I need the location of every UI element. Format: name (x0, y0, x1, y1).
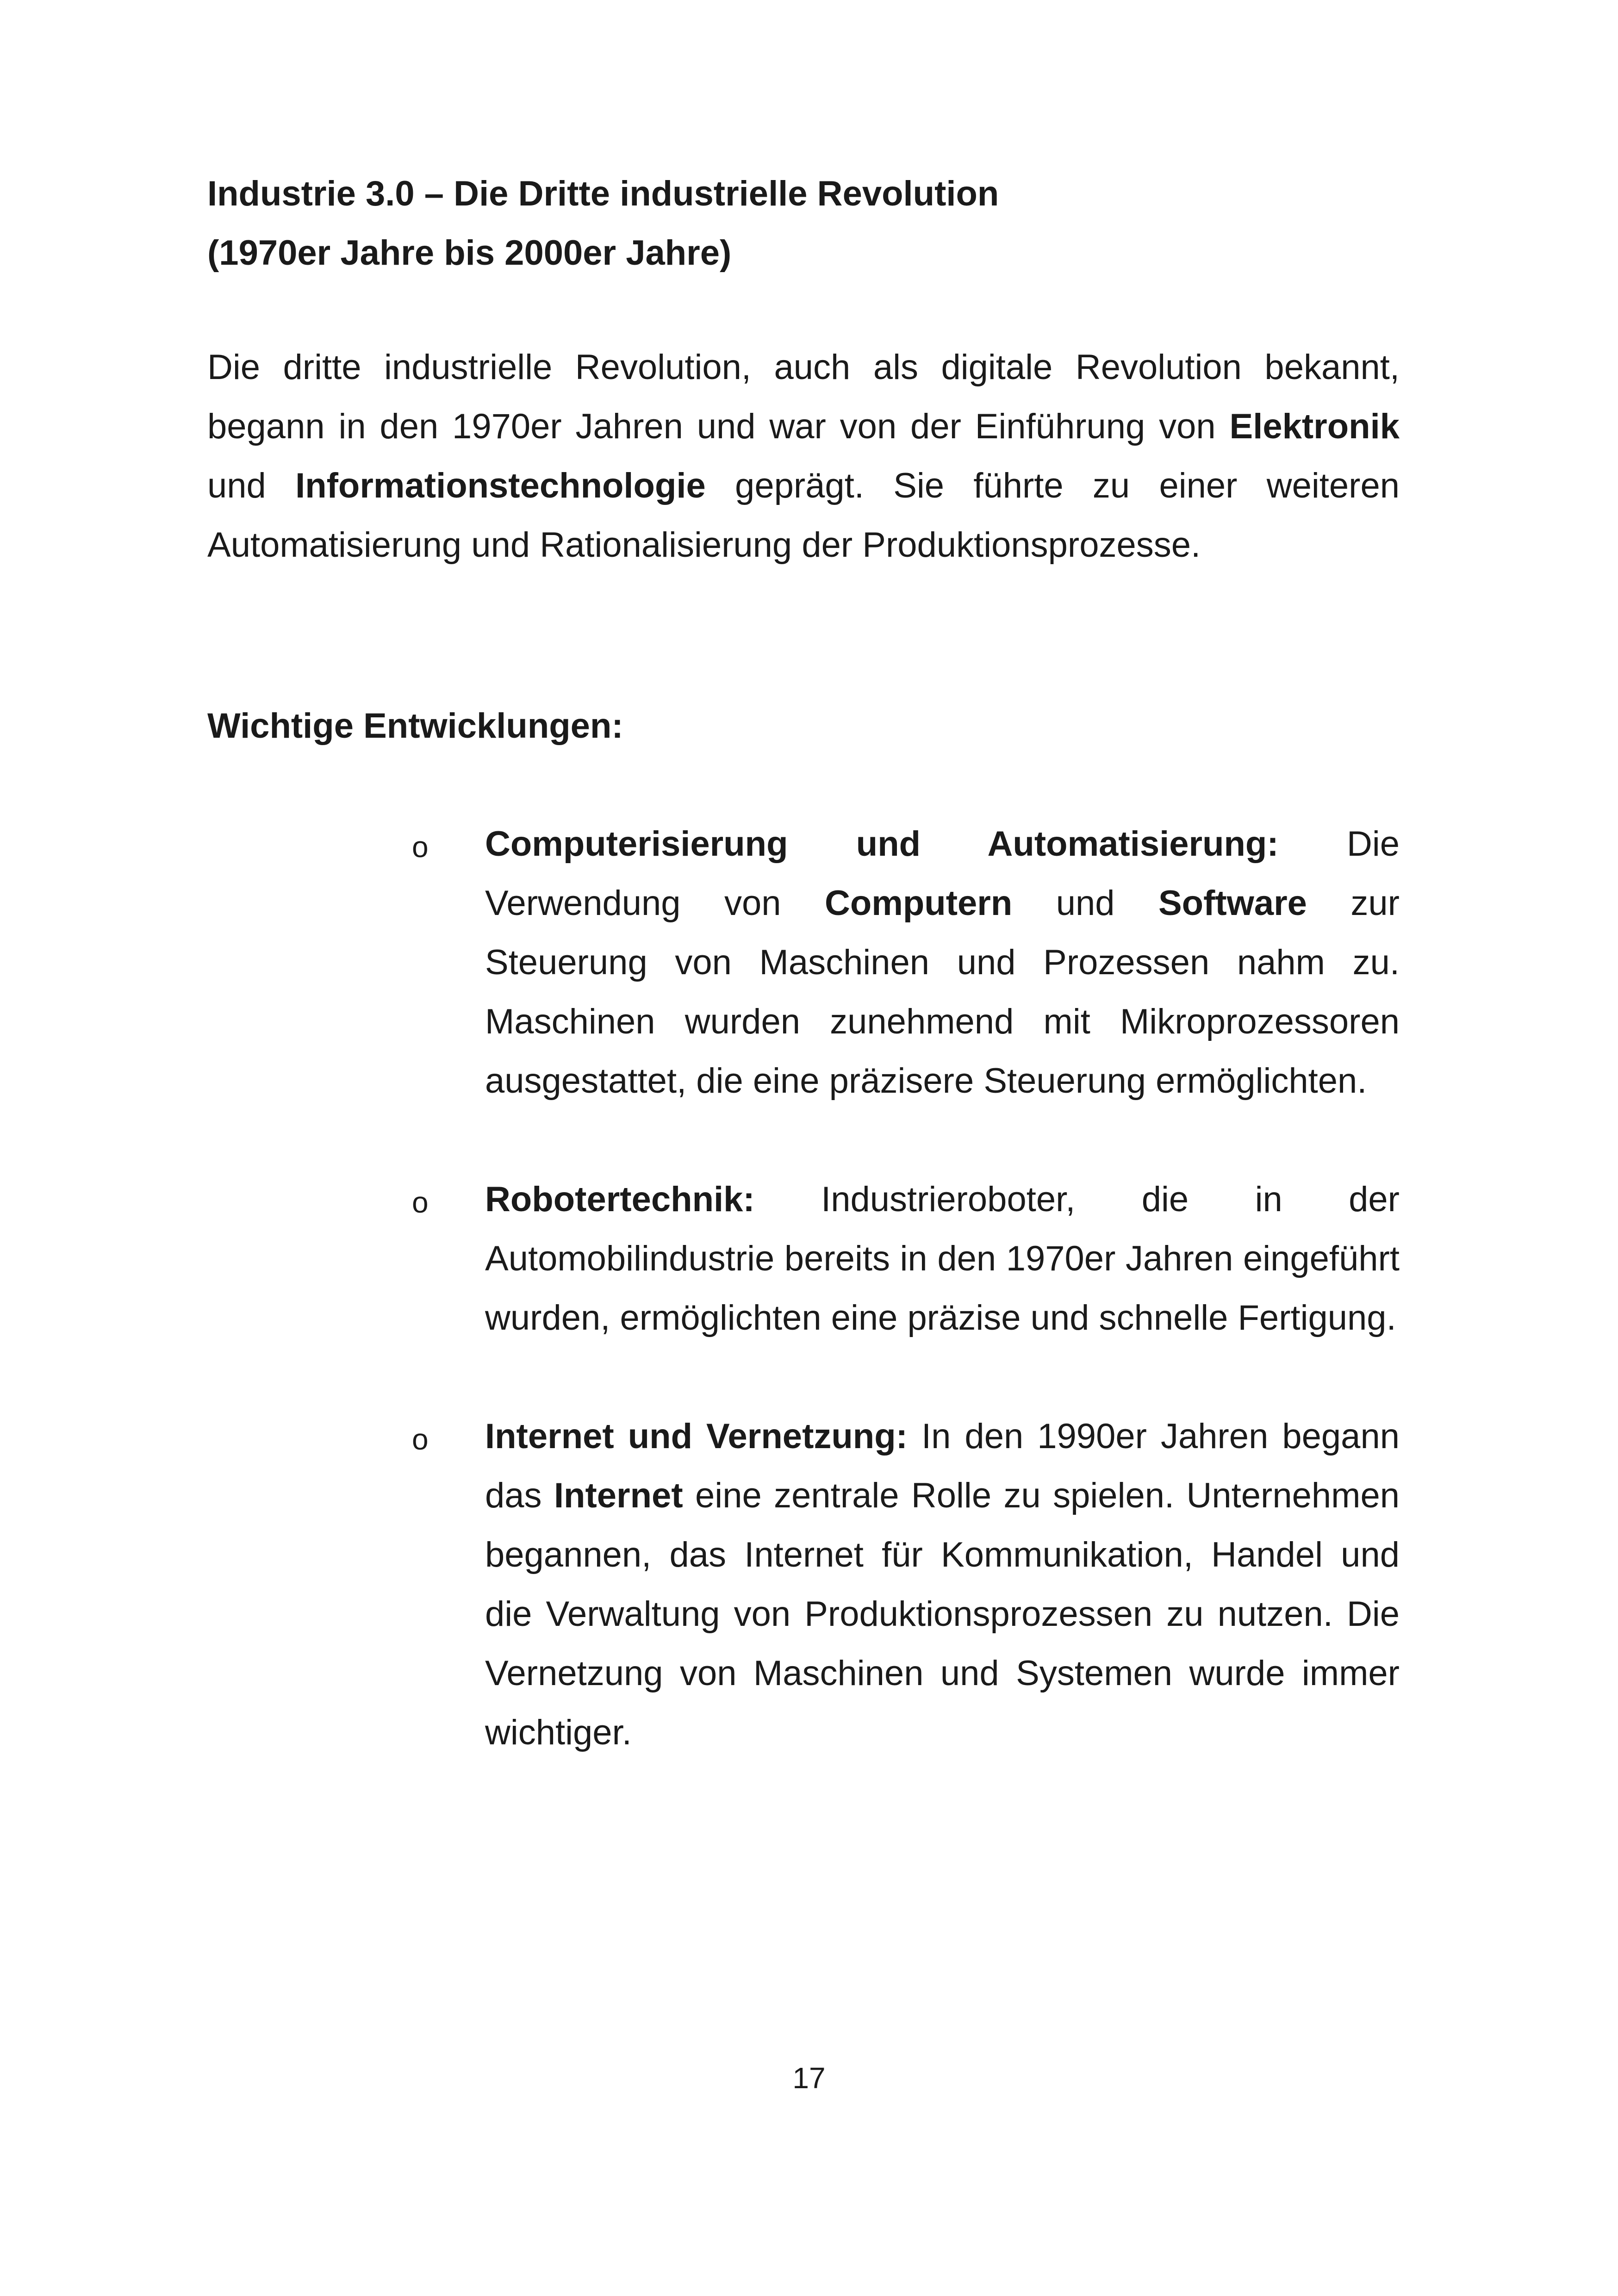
list-item-text: zur Steuerung von Maschinen und Prozessen nahm zu. Maschinen wurden zunehmend mit Mikroprozessoren ausgestattet, die eine präzisere Steuerung ermöglichten. (485, 884, 1400, 1101)
list-item-title: Computerisierung und Automatisierung: (485, 824, 1279, 864)
page-number: 17 (792, 2061, 826, 2095)
section-heading (207, 164, 1411, 283)
list-item-text: eine zentrale Rolle zu spielen. Unternehmen begannen, das Internet für Kommunikation, Handel und die Verwaltung von Produktionsprozessen zu nutzen. Die Vernetzung von Maschinen und Systemen wurde immer wichtiger. (485, 1476, 1400, 1752)
list-item (412, 1407, 1400, 1762)
intro-text: und (207, 466, 296, 505)
list-item-bold-term: Internet (554, 1476, 683, 1515)
intro-bold-term: Elektronik (1229, 407, 1400, 446)
list-item-bold-term: Software (1158, 884, 1307, 923)
list-item-title: Internet und Vernetzung: (485, 1417, 908, 1456)
intro-text: geprägt. Sie führte zu einer weiteren Automatisierung und Rationalisierung der Produktionsprozesse. (207, 466, 1400, 565)
list-item-title: Robotertechnik: (485, 1180, 755, 1219)
heading-line-title: Industrie 3.0 – Die Dritte industrielle Revolution (207, 174, 999, 213)
bullet-circle-icon: o (412, 1423, 429, 1456)
list-item (412, 1170, 1400, 1348)
subheading: Wichtige Entwicklungen: (207, 706, 623, 746)
list-item-text: Industrieroboter, die in der Automobilindustrie bereits in den 1970er Jahren eingeführt wurden, ermöglichten eine präzise und schnelle Fertigung. (485, 1180, 1400, 1338)
list-item-text: Die Verwendung von (485, 824, 1400, 923)
bullet-circle-icon: o (412, 1186, 429, 1219)
intro-paragraph (207, 338, 1400, 575)
list-item-bold-term: Computern (824, 884, 1013, 923)
list-item-text: In den 1990er Jahren begann das (485, 1417, 1400, 1515)
developments-list (412, 815, 1400, 1822)
list-item (412, 815, 1400, 1111)
intro-text: Die dritte industrielle Revolution, auch als digitale Revolution bekannt, begann in den 1970er Jahren und war von der Einführung von (207, 348, 1400, 446)
heading-line-period: (1970er Jahre bis 2000er Jahre) (207, 233, 732, 273)
intro-bold-term: Informationstechnologie (295, 466, 706, 505)
list-item-text: und (1012, 884, 1158, 923)
bullet-circle-icon: o (412, 830, 429, 864)
